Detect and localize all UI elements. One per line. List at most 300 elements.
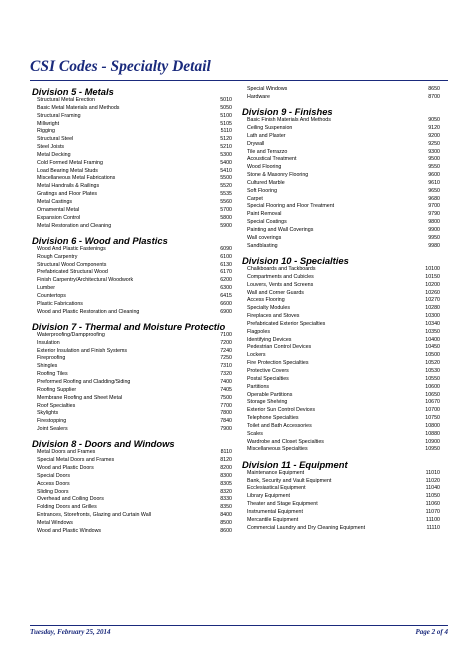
code-row [242, 227, 442, 235]
code-row [242, 86, 442, 94]
code-row [242, 188, 442, 196]
code-row [242, 344, 442, 352]
csi-code: 7405 [220, 386, 232, 393]
code-row [32, 473, 234, 481]
code-row [32, 340, 234, 348]
csi-code: 5210 [220, 144, 232, 151]
code-row [32, 160, 234, 168]
specialty-name: Sliding Doors [37, 488, 69, 495]
specialty-name: Special Coatings [247, 219, 287, 226]
csi-code: 5410 [220, 167, 232, 174]
csi-code: 10450 [425, 344, 440, 351]
code-row [242, 94, 442, 102]
csi-code: 7200 [220, 339, 232, 346]
header-rule [30, 80, 448, 81]
code-row [32, 457, 234, 465]
specialty-name: Ornamental Metal [37, 206, 80, 213]
specialty-name: Joint Sealers [37, 426, 68, 433]
specialty-name: Roofing Tiles [37, 371, 68, 378]
left-column [32, 86, 234, 536]
specialty-name: Entrances, Storefronts, Glazing and Curtain Wall [37, 512, 152, 519]
csi-code: 7100 [220, 331, 232, 338]
specialty-name: Mercantile Equipment [247, 516, 299, 523]
specialty-name: Flagpoles [247, 328, 270, 335]
division-section [242, 102, 442, 251]
csi-code: 6300 [220, 285, 232, 292]
code-row [32, 121, 234, 129]
code-row [242, 415, 442, 423]
specialty-name: Paint Removal [247, 211, 282, 218]
csi-code: 7240 [220, 347, 232, 354]
specialty-name: Painting and Wall Coverings [247, 227, 314, 233]
csi-code: 5100 [220, 112, 232, 119]
footer-date: Tuesday, February 25, 2014 [30, 628, 111, 636]
code-row [32, 128, 234, 136]
csi-code: 9700 [428, 203, 440, 210]
specialty-name: Cold Formed Metal Framing [37, 159, 103, 166]
csi-code: 10880 [425, 430, 440, 437]
csi-code: 10550 [425, 375, 440, 382]
csi-code: 10750 [425, 415, 440, 422]
specialty-name: Postal Specialties [247, 375, 289, 382]
code-row [32, 465, 234, 473]
code-row [32, 418, 234, 426]
code-row [242, 313, 442, 321]
csi-code: 5800 [220, 214, 232, 221]
csi-code: 11050 [425, 493, 440, 500]
csi-code: 9800 [428, 219, 440, 226]
csi-code: 6600 [220, 300, 232, 307]
specialty-name: Theater and Stage Equipment [247, 501, 318, 508]
csi-code: 11070 [425, 509, 440, 515]
code-row [32, 136, 234, 144]
specialty-name: Rigging [37, 128, 55, 135]
specialty-name: Miscellaneous Specialties [247, 446, 308, 453]
code-row [242, 478, 442, 486]
csi-code: 11010 [425, 469, 440, 476]
specialty-name: Structural Steel [37, 136, 74, 143]
csi-code: 9200 [428, 132, 440, 139]
specialty-name: Telephone Specialties [247, 415, 299, 422]
code-row [242, 399, 442, 407]
specialty-name: Metal Castings [37, 198, 73, 205]
code-row [242, 297, 442, 305]
specialty-name: Identifying Devices [247, 336, 292, 343]
code-row [242, 360, 442, 368]
division-heading: Division 8 - Doors and Windows [32, 438, 175, 450]
code-row [32, 246, 234, 254]
code-row [242, 493, 442, 501]
specialty-name: Soft Flooring [247, 187, 278, 194]
csi-code: 9980 [428, 242, 440, 249]
csi-code: 7250 [220, 355, 232, 362]
csi-code: 7800 [220, 410, 232, 417]
csi-code: 6090 [220, 245, 232, 252]
code-row [242, 290, 442, 298]
csi-code: 10650 [425, 391, 440, 398]
specialty-name: Commercial Laundry and Dry Cleaning Equipment [247, 524, 366, 531]
code-row [242, 525, 442, 533]
code-row [32, 395, 234, 403]
code-row [242, 180, 442, 188]
csi-code: 10520 [425, 360, 440, 367]
csi-code: 9900 [428, 227, 440, 233]
specialty-name: Fire Protection Specialties [247, 360, 309, 367]
specialty-name: Cultured Marble [247, 179, 285, 186]
code-row [242, 431, 442, 439]
code-row [32, 403, 234, 411]
code-row [242, 485, 442, 493]
specialty-name: Gratings and Floor Plates [37, 191, 98, 198]
division-heading: Division 11 - Equipment [242, 458, 348, 470]
division-section [32, 86, 234, 230]
code-row [242, 446, 442, 454]
code-row [242, 439, 442, 447]
csi-code: 9250 [428, 140, 440, 147]
specialty-name: Fireproofing [37, 355, 66, 362]
code-row [242, 517, 442, 525]
csi-code: 11110 [426, 524, 440, 531]
specialty-name: Rough Carpentry [37, 253, 78, 260]
code-row [242, 282, 442, 290]
code-row [32, 309, 234, 317]
specialty-name: Insulation [37, 339, 60, 346]
specialty-name: Load Bearing Metal Studs [37, 167, 98, 174]
csi-code: 6100 [220, 253, 232, 260]
specialty-name: Special Doors [37, 472, 70, 479]
specialty-name: Plastic Fabrications [37, 300, 83, 307]
code-row [242, 149, 442, 157]
code-row [32, 97, 234, 105]
specialty-name: Metal Handrails & Railings [37, 183, 100, 190]
specialty-name: Metal Windows [37, 520, 73, 526]
csi-code: 8330 [220, 496, 232, 503]
code-row [242, 423, 442, 431]
code-row [32, 512, 234, 520]
csi-code: 5520 [220, 183, 232, 190]
specialty-name: Storage Shelving [247, 399, 288, 406]
code-row [32, 410, 234, 418]
code-row [32, 285, 234, 293]
code-row [242, 470, 442, 478]
code-row [242, 211, 442, 219]
specialty-name: Access Flooring [247, 297, 285, 304]
csi-code: 10340 [425, 320, 440, 327]
specialty-name: Wardrobe and Closet Specialties [247, 438, 324, 445]
specialty-name: Lumber [37, 285, 55, 292]
csi-code: 9300 [428, 148, 440, 155]
specialty-name: Countertops [37, 292, 66, 299]
csi-code: 8320 [220, 488, 232, 495]
code-row [242, 384, 442, 392]
csi-code: 9790 [428, 211, 440, 218]
division-section [32, 316, 234, 433]
specialty-name: Special Metal Doors and Frames [37, 457, 115, 464]
specialty-name: Basic Metal Materials and Methods [37, 104, 120, 111]
footer-rule [30, 625, 448, 626]
specialty-name: Structural Metal Erection [37, 97, 95, 103]
division-heading: Division 6 - Wood and Plastics [32, 234, 168, 246]
specialty-name: Louvers, Vents and Screens [247, 281, 314, 288]
specialty-name: Instrumental Equipment [247, 509, 303, 515]
specialty-name: Lockers [247, 352, 266, 359]
specialty-name: Overhead and Coiling Doors [37, 496, 104, 503]
specialty-name: Tile and Terrazzo [247, 148, 288, 155]
csi-code: 10600 [425, 383, 440, 390]
csi-code: 9120 [428, 125, 440, 132]
csi-code: 11060 [425, 501, 440, 508]
specialty-name: Bank, Security and Vault Equipment [247, 477, 332, 484]
specialty-name: Special Flooring and Floor Treatment [247, 203, 335, 210]
csi-code: 9600 [428, 172, 440, 179]
division-section [242, 454, 442, 532]
code-row [242, 305, 442, 313]
csi-code: 6130 [220, 261, 232, 268]
specialty-name: Wood and Plastic Doors [37, 465, 94, 472]
specialty-name: Membrane Roofing and Sheet Metal [37, 394, 123, 401]
code-row [242, 509, 442, 517]
code-row [242, 321, 442, 329]
specialty-name: Basic Finish Materials And Methods [247, 117, 331, 124]
division-section [32, 434, 234, 536]
csi-code: 5110 [220, 128, 232, 135]
code-row [32, 215, 234, 223]
code-row [32, 371, 234, 379]
specialty-name: Wood And Plastic Fastenings [37, 245, 106, 252]
csi-code: 5120 [220, 136, 232, 143]
specialty-name: Acoustical Treatment [247, 156, 297, 163]
specialty-name: Special Windows [247, 86, 288, 92]
csi-code: 10500 [425, 352, 440, 359]
code-row [242, 117, 442, 125]
specialty-name: Sandblasting [247, 242, 278, 249]
csi-code: 9550 [428, 164, 440, 171]
csi-code: 6170 [220, 269, 232, 276]
code-row [32, 199, 234, 207]
csi-code: 5400 [220, 159, 232, 166]
code-row [32, 528, 234, 536]
csi-code: 9650 [428, 187, 440, 194]
code-row [32, 355, 234, 363]
csi-code: 8500 [220, 520, 232, 526]
specialty-name: Lath and Plaster [247, 132, 286, 139]
code-row [242, 235, 442, 243]
code-row [32, 152, 234, 160]
specialty-name: Metal Decking [37, 151, 71, 158]
specialty-name: Firestopping [37, 418, 67, 425]
csi-code: 8200 [220, 465, 232, 472]
specialty-name: Structural Wood Components [37, 261, 107, 268]
code-row [32, 293, 234, 301]
csi-code: 10260 [425, 289, 440, 296]
code-row [32, 363, 234, 371]
csi-code: 10800 [425, 422, 440, 429]
code-row [32, 144, 234, 152]
code-row [32, 489, 234, 497]
code-row [32, 113, 234, 121]
code-row [242, 125, 442, 133]
code-row [32, 168, 234, 176]
specialty-name: Wall coverings [247, 234, 282, 241]
specialty-name: Metal Doors and Frames [37, 449, 96, 456]
specialty-name: Finish Carpentry/Architectural Woodwork [37, 277, 134, 284]
specialty-name: Folding Doors and Grilles [37, 504, 97, 511]
specialty-name: Roof Specialties [37, 402, 76, 409]
code-row [32, 262, 234, 270]
csi-code: 5010 [220, 97, 232, 103]
code-row [32, 520, 234, 528]
footer-page-number: Page 2 of 4 [415, 628, 448, 636]
csi-code: 10530 [425, 368, 440, 374]
code-row [32, 105, 234, 113]
specialty-name: Wood and Plastic Restoration and Cleaning [37, 308, 140, 315]
code-row [32, 269, 234, 277]
code-row [32, 332, 234, 340]
csi-code: 8300 [220, 472, 232, 479]
specialty-name: Steel Joists [37, 144, 65, 151]
specialty-name: Library Equipment [247, 493, 290, 500]
code-row [242, 337, 442, 345]
csi-code: 9500 [428, 156, 440, 163]
code-row [32, 481, 234, 489]
specialty-name: Expansion Control [37, 214, 81, 221]
code-row [242, 266, 442, 274]
specialty-name: Protective Covers [247, 368, 289, 374]
division-heading: Division 10 - Specialties [242, 255, 349, 267]
specialty-name: Pedestrian Control Devices [247, 344, 312, 351]
code-row [242, 392, 442, 400]
specialty-name: Structural Framing [37, 112, 81, 119]
csi-code: 5500 [220, 175, 232, 182]
specialty-name: Wall and Corner Guards [247, 289, 304, 296]
code-row [242, 274, 442, 282]
csi-code: 8120 [220, 457, 232, 464]
specialty-name: Miscellaneous Metal Fabrications [37, 175, 116, 182]
csi-code: 9610 [428, 179, 440, 186]
code-row [32, 301, 234, 309]
csi-code: 9050 [428, 117, 440, 124]
code-row [32, 449, 234, 457]
code-row [32, 207, 234, 215]
csi-code: 10400 [425, 336, 440, 343]
csi-code: 11020 [425, 477, 440, 484]
code-row [32, 277, 234, 285]
csi-code: 5700 [220, 206, 232, 213]
code-row [242, 133, 442, 141]
csi-code: 8700 [428, 93, 440, 100]
code-row [32, 426, 234, 434]
csi-code: 10270 [425, 297, 440, 304]
specialty-name: Shingles [37, 363, 58, 370]
csi-code: 8350 [220, 504, 232, 511]
specialty-name: Partitions [247, 383, 270, 390]
specialty-name: Waterproofing/Dampproofing [37, 331, 105, 338]
specialty-name: Millwright [37, 120, 60, 127]
specialty-name: Prefabricated Structural Wood [37, 269, 108, 276]
division-section [32, 230, 234, 316]
division-heading: Division 5 - Metals [32, 86, 114, 97]
specialty-name: Scales [247, 430, 263, 437]
csi-code: 10950 [425, 446, 440, 453]
code-row [242, 407, 442, 415]
code-row [242, 368, 442, 376]
csi-code: 7500 [220, 394, 232, 401]
csi-code: 9680 [428, 195, 440, 202]
csi-code: 6415 [220, 292, 232, 299]
code-row [242, 329, 442, 337]
specialty-name: Roofing Supplier [37, 386, 77, 393]
csi-code: 6900 [220, 308, 232, 315]
right-column [242, 86, 442, 533]
specialty-name: Preformed Roofing and Cladding/Siding [37, 379, 131, 385]
specialty-name: Ceiling Suspension [247, 125, 293, 132]
specialty-name: Hardware [247, 93, 270, 100]
csi-code: 5050 [220, 104, 232, 111]
specialty-name: Stone & Masonry Flooring [247, 172, 309, 179]
code-row [32, 183, 234, 191]
code-row [242, 352, 442, 360]
code-row [32, 191, 234, 199]
code-row [32, 254, 234, 262]
specialty-name: Exterior Sun Control Devices [247, 407, 316, 414]
csi-code: 10350 [425, 328, 440, 335]
csi-code: 10670 [425, 399, 440, 406]
csi-code: 8305 [220, 480, 232, 487]
csi-code: 10200 [425, 281, 440, 288]
csi-code: 8600 [220, 527, 232, 534]
specialty-name: Exterior Insulation and Finish Systems [37, 347, 128, 354]
code-row [242, 172, 442, 180]
specialty-name: Metal Restoration and Cleaning [37, 222, 112, 229]
specialty-name: Compartments and Cubicles [247, 273, 314, 280]
csi-code: 5535 [220, 191, 232, 198]
specialty-name: Access Doors [37, 480, 70, 487]
code-row [32, 504, 234, 512]
page-title: CSI Codes - Specialty Detail [30, 58, 211, 75]
code-row [242, 501, 442, 509]
code-row [32, 387, 234, 395]
specialty-name: Ecclesiastical Equipment [247, 485, 306, 492]
csi-code: 5105 [220, 120, 232, 127]
specialty-name: Wood and Plastic Windows [37, 527, 102, 534]
specialty-name: Specialty Modules [247, 305, 290, 312]
code-row [32, 496, 234, 504]
specialty-name: Operable Partitions [247, 391, 293, 398]
specialty-name: Maintenance Equipment [247, 469, 305, 476]
csi-code: 7900 [220, 426, 232, 433]
code-row [242, 243, 442, 251]
specialty-name: Skylights [37, 410, 59, 417]
csi-code: 11100 [426, 516, 440, 523]
csi-code: 8400 [220, 512, 232, 519]
specialty-name: Fireplaces and Stoves [247, 313, 300, 320]
code-row [32, 223, 234, 231]
csi-code: 10150 [425, 273, 440, 280]
specialty-name: Wood Flooring [247, 164, 282, 171]
code-row [242, 219, 442, 227]
csi-code: 5560 [220, 198, 232, 205]
code-row [32, 175, 234, 183]
csi-code: 10100 [425, 266, 440, 273]
csi-code: 9950 [428, 234, 440, 241]
csi-code: 10280 [425, 305, 440, 312]
code-row [242, 156, 442, 164]
code-row [242, 203, 442, 211]
specialty-name: Prefabricated Exterior Specialties [247, 320, 326, 327]
specialty-name: Toilet and Bath Accessories [247, 422, 312, 429]
division-section [242, 251, 442, 455]
specialty-name: Drywall [247, 140, 265, 147]
